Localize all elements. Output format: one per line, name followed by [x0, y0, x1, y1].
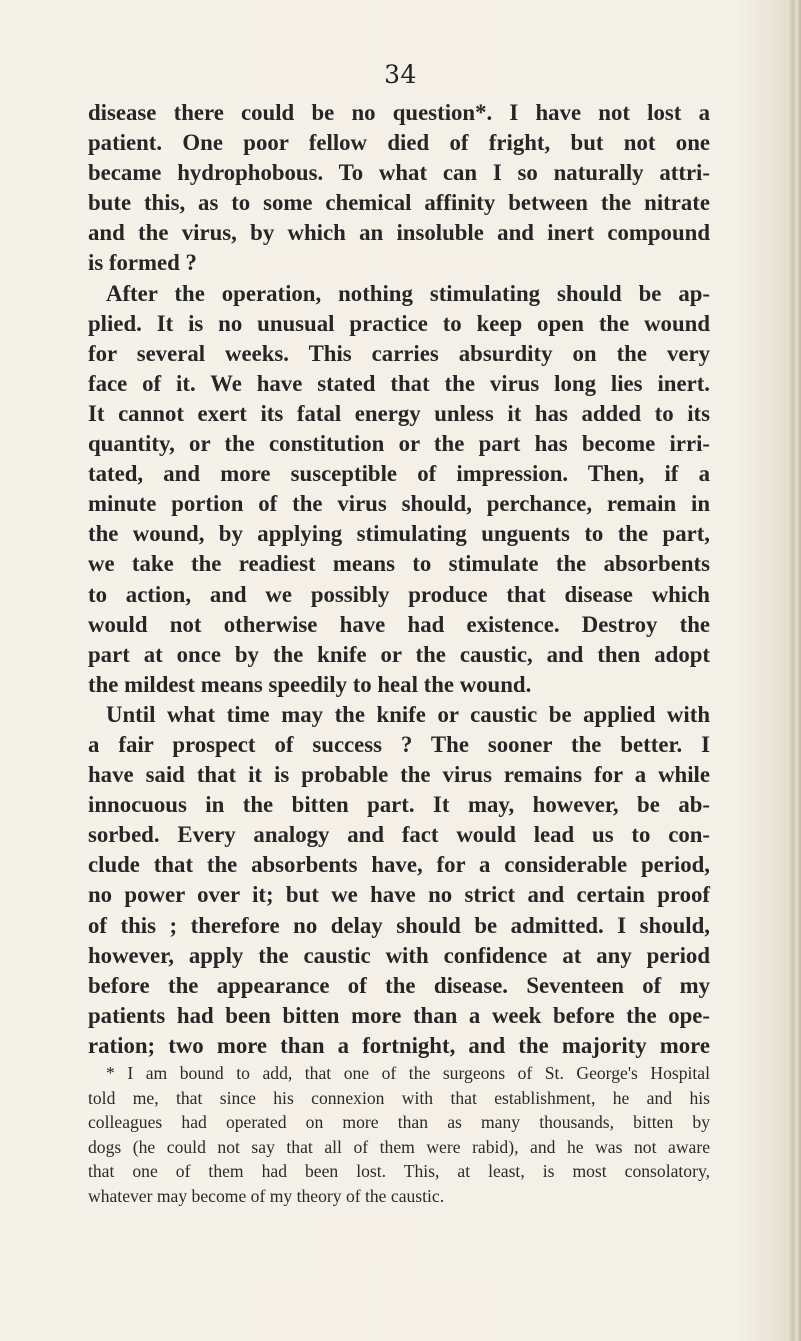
text-line: face of it. We have stated that the virus long lies inert.: [88, 370, 710, 396]
text-line: clude that the absorbents have, for a considerable period,: [88, 852, 710, 878]
text-line: minute portion of the virus should, perchance, remain in: [88, 491, 710, 517]
text-line: and the virus, by which an insoluble and inert compound: [88, 220, 710, 246]
text-line: became hydrophobous. To what can I so naturally attri-: [88, 160, 710, 186]
text-line: the mildest means speedily to heal the wound.: [88, 671, 532, 697]
text-line: before the appearance of the disease. Seventeen of my: [88, 972, 710, 998]
page-number: 34: [384, 60, 417, 89]
text-line: we take the readiest means to stimulate the absorbents: [88, 551, 710, 577]
text-line: part at once by the knife or the caustic, and then adopt: [88, 641, 710, 667]
text-line: sorbed. Every analogy and fact would lead us to con-: [88, 822, 710, 848]
footnote-line: dogs (he could not say that all of them were rabid), and he was not aware: [88, 1136, 710, 1157]
text-line: for several weeks. This carries absurdity on the very: [88, 340, 710, 366]
text-line: Until what time may the knife or caustic be applied with: [106, 701, 710, 727]
text-line: a fair prospect of success ? The sooner the better. I: [88, 731, 710, 757]
text-line: patients had been bitten more than a week before the ope-: [88, 1002, 710, 1028]
text-line: plied. It is no unusual practice to keep open the wound: [88, 310, 710, 336]
text-line: ration; two more than a fortnight, and the majority more: [88, 1032, 710, 1058]
text-line: the wound, by applying stimulating unguents to the part,: [88, 521, 710, 547]
text-line: have said that it is probable the virus remains for a while: [88, 762, 710, 788]
text-line: innocuous in the bitten part. It may, however, be ab-: [88, 792, 710, 818]
footnote-line: told me, that since his connexion with that establishment, he and his: [88, 1087, 710, 1108]
text-line: to action, and we possibly produce that disease which: [88, 581, 710, 607]
text-line: It cannot exert its fatal energy unless it has added to its: [88, 400, 710, 426]
text-line: disease there could be no question*. I have not lost a: [88, 100, 710, 125]
footnote: [88, 1061, 710, 1209]
page-edge-shadow: [787, 0, 801, 1341]
text-line: quantity, or the constitution or the part has become irri-: [88, 431, 710, 457]
text-line: is formed ?: [88, 250, 197, 276]
footnote-line: colleagues had operated on more than as many thousands, bitten by: [88, 1112, 710, 1133]
text-line: would not otherwise have had existence. Destroy the: [88, 611, 710, 637]
footnote-line: that one of them had been lost. This, at least, is most consolatory,: [88, 1161, 710, 1182]
text-line: After the operation, nothing stimulating should be ap-: [106, 280, 710, 306]
text-line: however, apply the caustic with confidence at any period: [88, 942, 710, 968]
text-line: tated, and more susceptible of impression. Then, if a: [88, 461, 710, 487]
body-text: [88, 98, 710, 1061]
text-line: patient. One poor fellow died of fright, but not one: [88, 130, 710, 156]
footnote-line: * I am bound to add, that one of the surgeons of St. George's Hospital: [106, 1063, 710, 1083]
footnote-line: whatever may become of my theory of the caustic.: [88, 1185, 445, 1206]
text-line: of this ; therefore no delay should be admitted. I should,: [88, 912, 710, 938]
text-line: no power over it; but we have no strict and certain proof: [88, 882, 710, 908]
text-line: bute this, as to some chemical affinity between the nitrate: [88, 190, 710, 216]
